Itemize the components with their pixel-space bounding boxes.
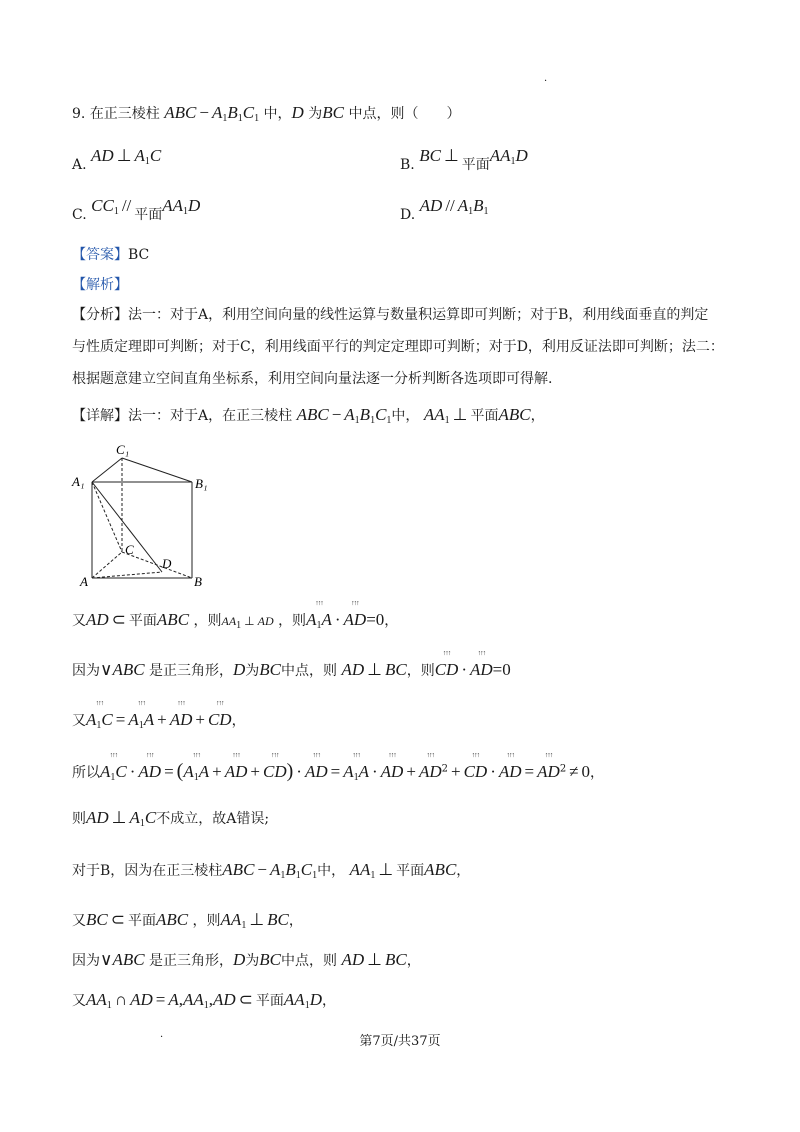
label-a: A xyxy=(80,574,88,589)
step-6: 对于B，因为在正三棱柱ABC − $A_1B_1C_1$中， $AA_1$ ⊥ 平面ABC， xyxy=(72,860,471,881)
overview-line-3: 根据题意建立空间直角坐标系，利用空间向量法逐一分析判断各选项即可得解. xyxy=(72,371,553,387)
edge-a1c1 xyxy=(92,458,122,482)
question-stem: 9. 在正三棱柱 ABC − $A_1B_1C_1$ 中，D 为BC 中点，则（ ） xyxy=(72,103,461,124)
label-c: C xyxy=(125,542,134,557)
detail-intro: 【详解】法一：对于A，在正三棱柱 ABC − $A_1B_1C_1$中， $AA_1$ ⊥ 平面ABC， xyxy=(72,405,545,426)
prism-figure xyxy=(70,440,220,590)
label-a1: A₁ xyxy=(72,474,85,489)
answer-tag: 【答案】 xyxy=(72,247,128,263)
option-d: D. AD // $A_1B_1$ xyxy=(400,196,489,223)
answer-line xyxy=(72,244,149,264)
answer-value: BC xyxy=(128,247,150,263)
option-b: B. BC ⊥ 平面$AA_1D$ xyxy=(400,146,528,173)
scan-dot-2: · xyxy=(160,1032,164,1043)
question-number: 9. xyxy=(72,106,86,122)
step-5: 则AD ⊥ $A_1C$不成立，故A错误; xyxy=(72,808,270,829)
page-footer: 第7页/共37页 xyxy=(359,1034,441,1049)
edge-a1c xyxy=(92,482,122,552)
step-4: 所以↑↑↑ $A_1C$ ·↑↑↑ AD = (↑↑↑ $A_1A$ +↑↑↑ AD +↑↑↑ CD) ·↑↑↑ AD =↑↑↑ $A_1A$ ·↑↑↑ AD +↑↑↑ $AD^2$ +↑↑↑ CD ·↑↑↑ AD =↑↑↑ $AD^2 \ne 0$， xyxy=(72,760,604,783)
edge-c1b1 xyxy=(122,458,192,482)
step-1: 又AD ⊂ 平面ABC ，则$AA_1$ ⊥ AD ，则↑↑↑ $A_1A$ ·↑↑↑ AD=0， xyxy=(72,610,398,631)
step-8: 因为∨ABC 是正三角形，D为BC中点，则 AD ⊥ BC， xyxy=(72,950,421,969)
label-d: D xyxy=(162,556,172,571)
option-a: A. AD ⊥ $A_1C$ xyxy=(72,146,162,173)
step-9: 又$AA_1$ ∩ AD = $A,AA_1,AD$ ⊂ 平面$AA_1D$， xyxy=(72,990,336,1011)
edge-ad xyxy=(92,572,162,578)
step-3: 又↑↑↑ $A_1C$ =↑↑↑ $A_1A$ +↑↑↑ AD +↑↑↑ CD， xyxy=(72,710,246,731)
edge-a1d xyxy=(92,482,162,572)
label-b1: B₁ xyxy=(195,476,208,491)
overview-line-2: 与性质定理即可判断；对于C，利用线面平行的判定定理即可判断；对于D，利用反证法即可判断；法二： xyxy=(72,339,724,355)
option-c: C. $CC_1$ // 平面$AA_1D$ xyxy=(72,196,201,223)
step-2: 因为∨ABC 是正三角形，D为BC中点，则 AD ⊥ BC，则↑↑↑ CD ·↑↑↑ AD=0 xyxy=(72,660,511,680)
scan-dot: · xyxy=(544,76,548,87)
step-7: 又BC ⊂ 平面ABC ，则$AA_1$ ⊥ BC， xyxy=(72,910,303,931)
overview-line-1: 【分析】法一：对于A，利用空间向量的线性运算与数量积运算即可判断；对于B，利用线面垂直的判定 xyxy=(72,307,709,323)
label-c1: C₁ xyxy=(116,442,130,457)
analysis-tag-line: 【解析】 xyxy=(72,277,128,293)
edge-ac xyxy=(92,552,122,578)
label-b: B xyxy=(194,574,202,589)
